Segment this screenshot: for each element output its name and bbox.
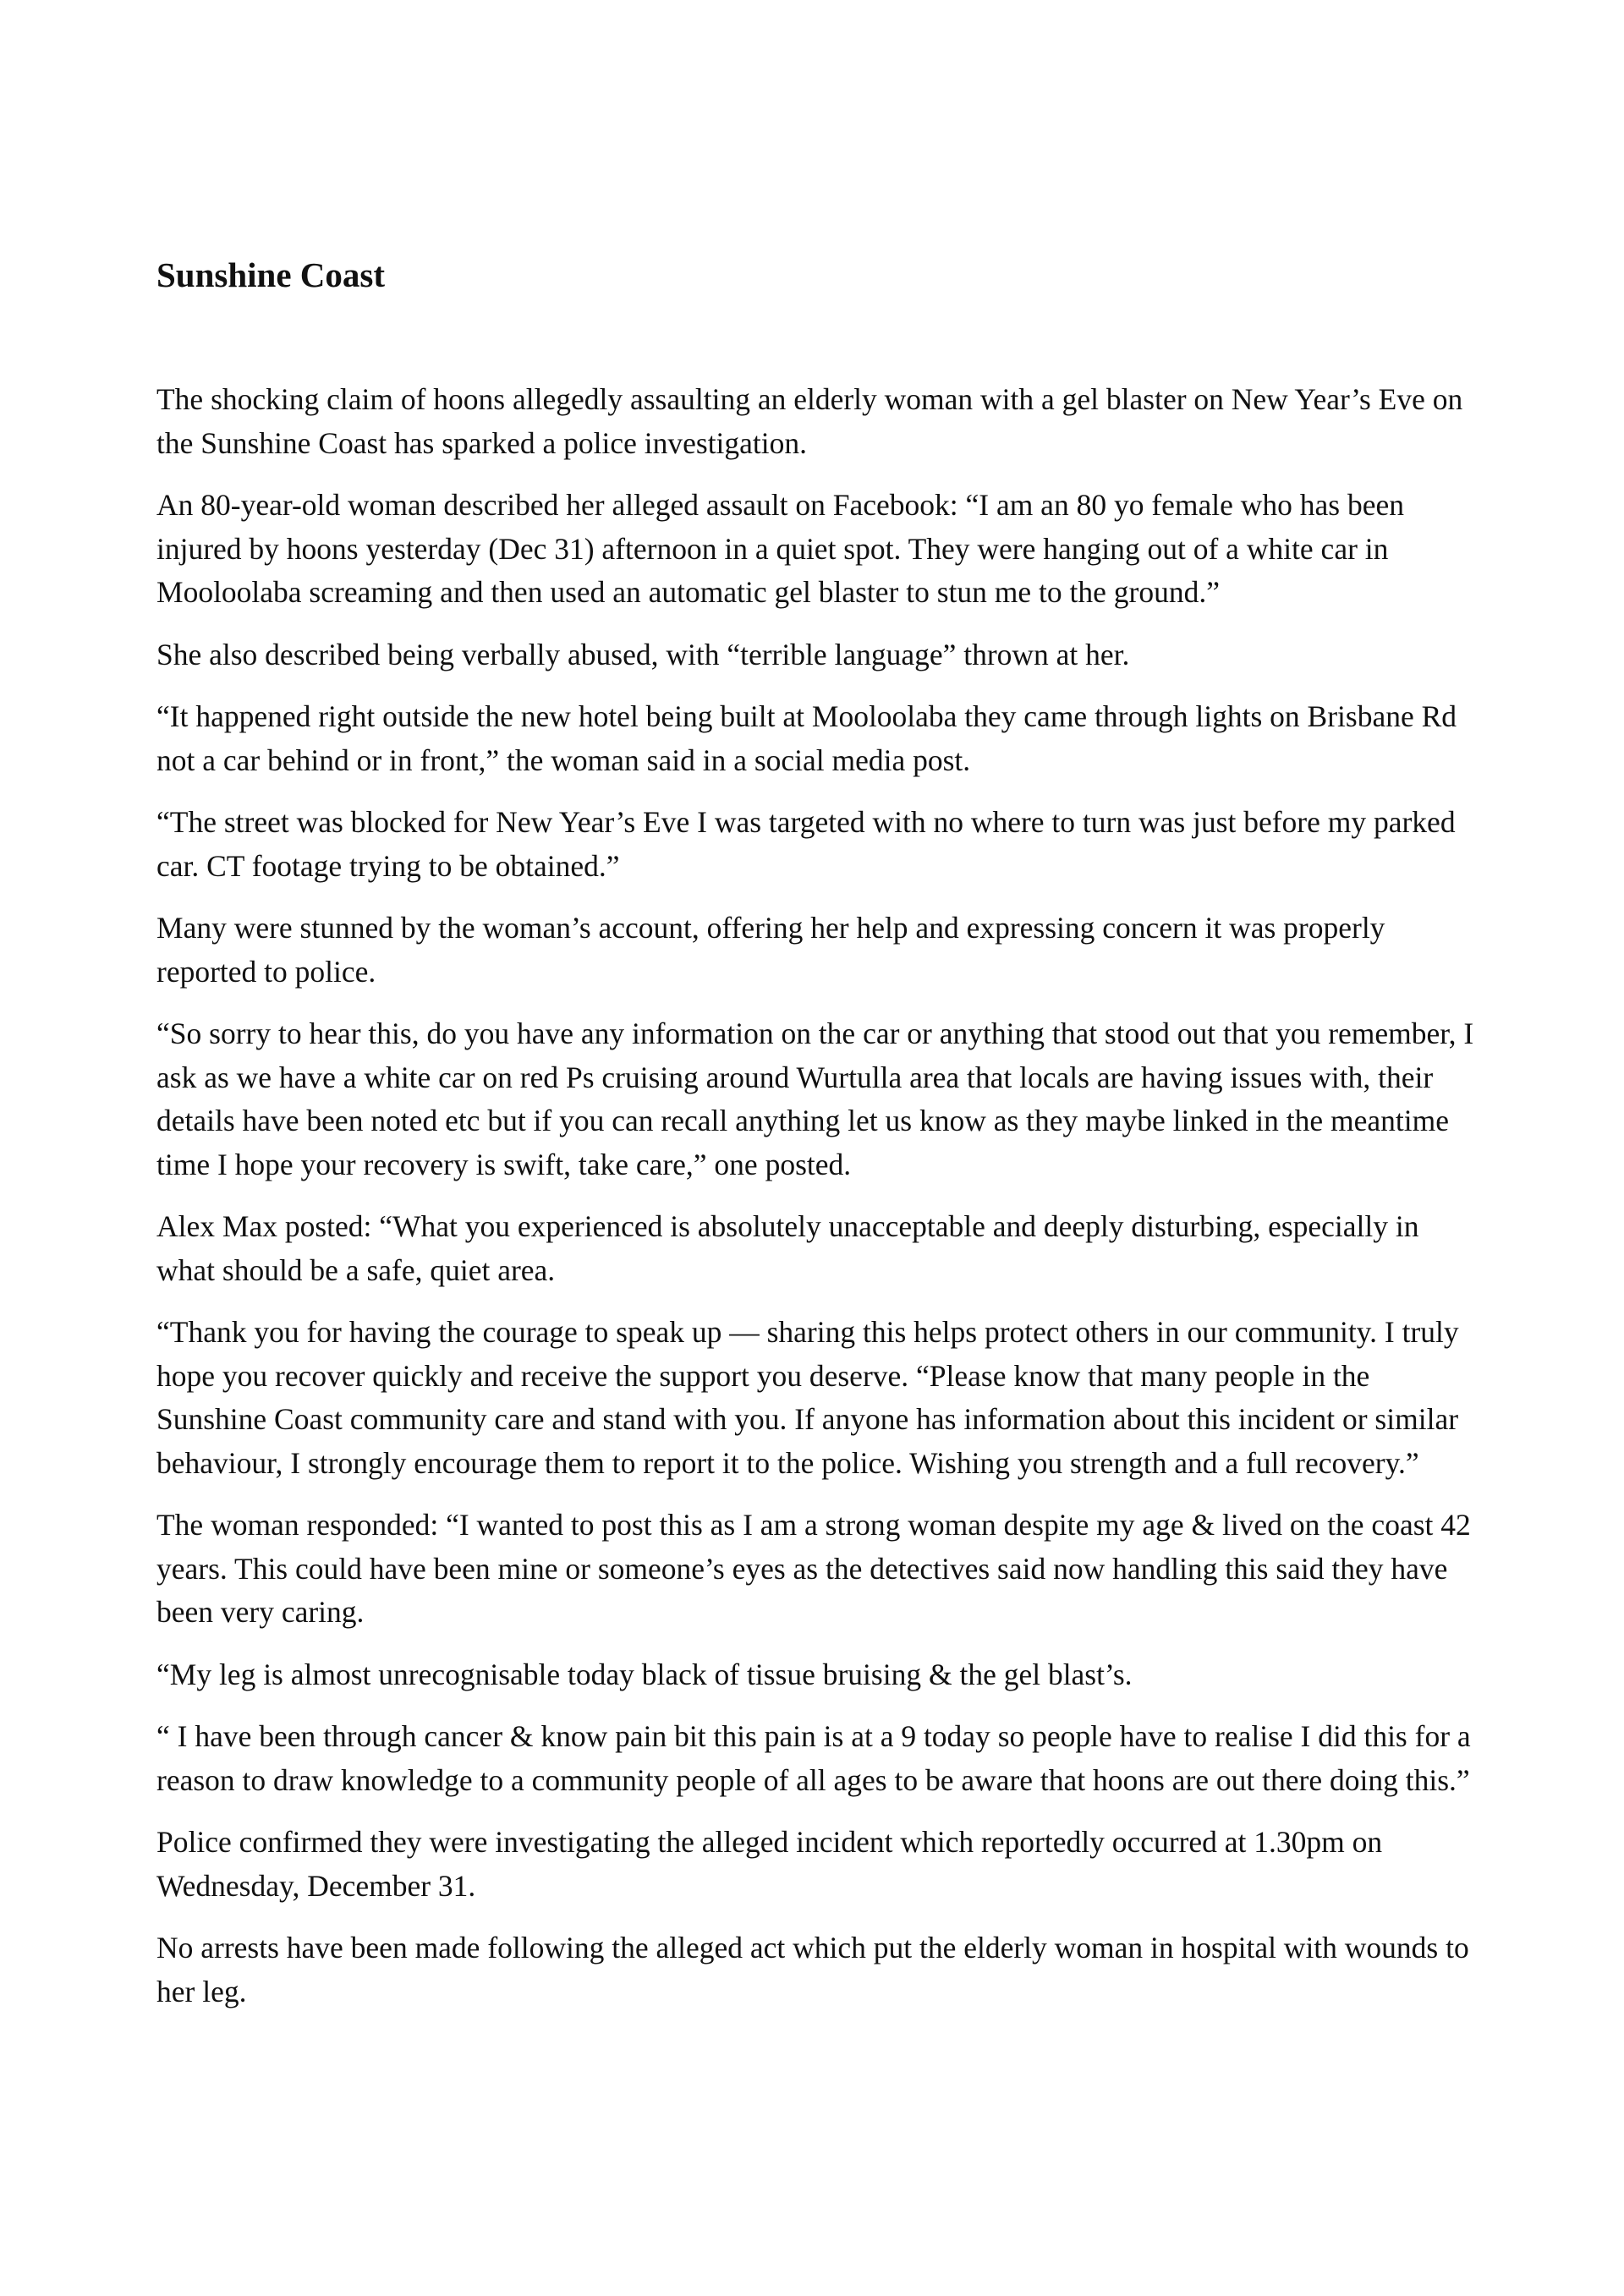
paragraph-9: “Thank you for having the courage to speak up — sharing this helps protect others in our community. I truly hope you recover quickly and receive the support you deserve. “Please know that many people in the Sunshine Coast community care and stand with you. If anyone has information about this incident or similar behaviour, I strongly encourage them to report it to the police. Wishing you strength and a full recovery.”: [156, 1315, 1459, 1480]
paragraph-8: Alex Max posted: “What you experienced is absolutely unacceptable and deeply disturbing, especially in what should be a safe, quiet area.: [156, 1209, 1419, 1287]
paragraph-10: The woman responded: “I wanted to post this as I am a strong woman despite my age & lived on the coast 42 years. This could have been mine or someone’s eyes as the detectives said now handling this said they have been very caring.: [156, 1508, 1471, 1629]
paragraph-7: “So sorry to hear this, do you have any information on the car or anything that stood out that you remember, I ask as we have a white car on red Ps cruising around Wurtulla area that locals are having issues with, their details have been noted etc but if you can recall anything let us know as they maybe linked in the meantime time I hope your recovery is swift, take care,” one posted.: [156, 1016, 1474, 1181]
paragraph-12: “ I have been through cancer & know pain bit this pain is at a 9 today so people have to realise I did this for a reason to draw knowledge to a community people of all ages to be aware that hoons are out there doing this.”: [156, 1719, 1471, 1797]
paragraph-11: “My leg is almost unrecognisable today black of tissue bruising & the gel blast’s.: [156, 1657, 1133, 1691]
paragraph-4: “It happened right outside the new hotel being built at Mooloolaba they came through lights on Brisbane Rd not a car behind or in front,” the woman said in a social media post.: [156, 699, 1457, 777]
paragraph-3: She also described being verbally abused, with “terrible language” thrown at her.: [156, 637, 1130, 671]
paragraph-5: “The street was blocked for New Year’s Eve I was targeted with no where to turn was just before my parked car. CT footage trying to be obtained.”: [156, 805, 1456, 883]
paragraph-1: The shocking claim of hoons allegedly assaulting an elderly woman with a gel blaster on New Year’s Eve on the Sunshine Coast has sparked a police investigation.: [156, 382, 1463, 460]
page-title: Sunshine Coast: [156, 255, 386, 294]
article-body: [156, 249, 1476, 2032]
paragraph-14: No arrests have been made following the alleged act which put the elderly woman in hospital with wounds to her leg.: [156, 1931, 1469, 2008]
paragraph-13: Police confirmed they were investigating the alleged incident which reportedly occurred at 1.30pm on Wednesday, December 31.: [156, 1825, 1383, 1903]
paragraph-6: Many were stunned by the woman’s account, offering her help and expressing concern it was properly reported to police.: [156, 911, 1385, 989]
paragraph-2: An 80-year-old woman described her alleged assault on Facebook: “I am an 80 yo female who has been injured by hoons yesterday (Dec 31) afternoon in a quiet spot. They were hanging out of a white car in Mooloolaba screaming and then used an automatic gel blaster to stun me to the ground.”: [156, 488, 1404, 609]
